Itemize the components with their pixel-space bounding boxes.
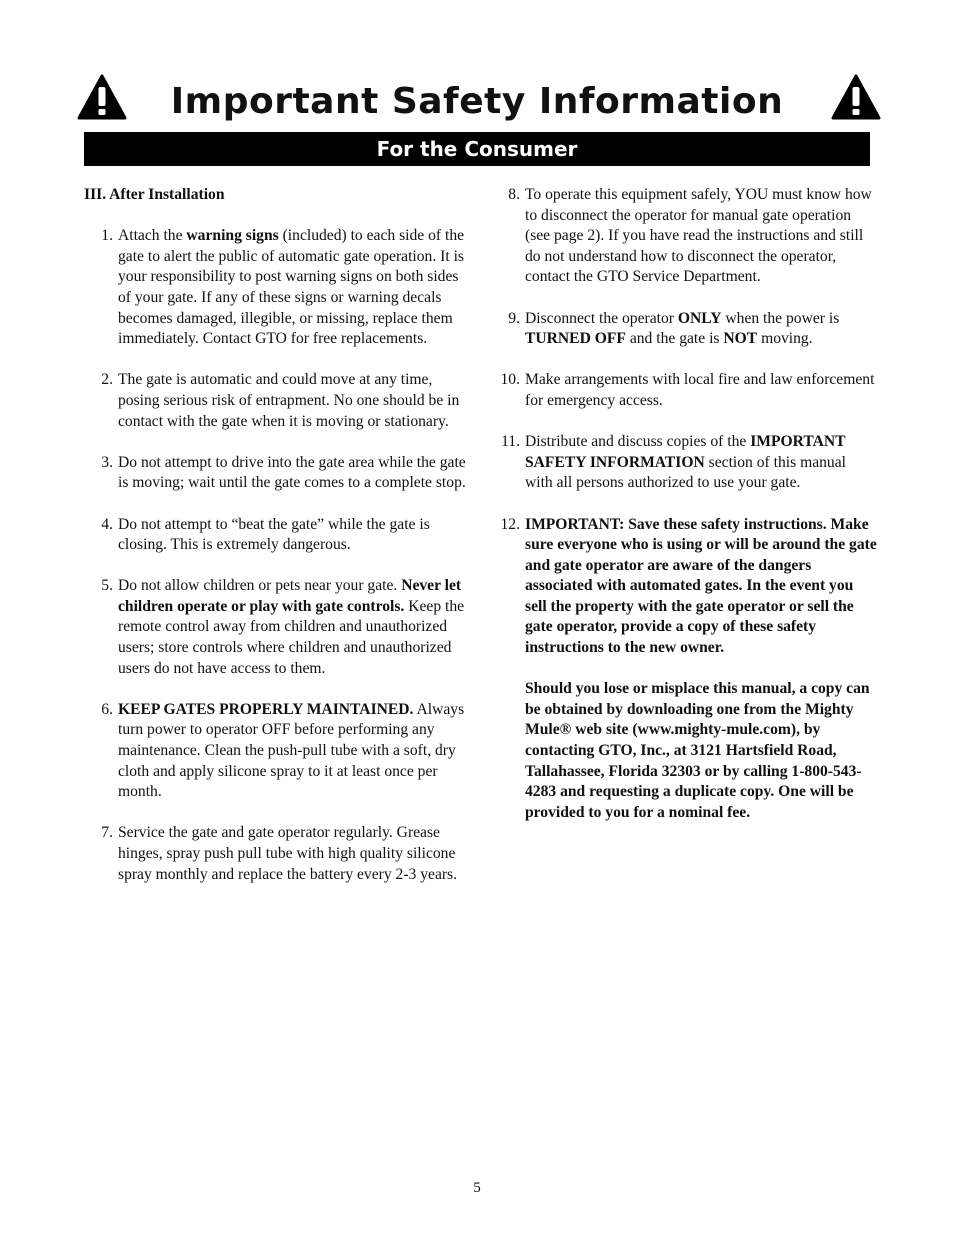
- item-text: Keep the remote control away from children and unauthorized users; store controls where children and unauthorized users do not have access to them.: [118, 597, 465, 677]
- list-item: [84, 453, 469, 494]
- item-text: when the power is: [721, 309, 840, 327]
- item-number: 2.: [101, 371, 113, 389]
- item-text: ONLY: [677, 309, 722, 327]
- closing-note-text: Should you lose or misplace this manual, a copy can be obtained by downloading one from the Mighty Mule® web site (www.mighty-mule.com), by contacting GTO, Inc., at 3121 Hartsfield Road, Tallahassee, Florida 32303 or by calling 1-800-543-4283 and requesting a duplicate copy. One will be provided to you for a nominal fee.: [525, 680, 870, 821]
- list-item: [84, 576, 469, 679]
- item-number: 12.: [500, 515, 520, 533]
- item-text: moving.: [757, 330, 813, 348]
- list-item: [497, 185, 877, 288]
- item-text: IMPORTANT SAFETY INFORMATION: [525, 433, 846, 471]
- list-item: [497, 309, 877, 350]
- item-number: 8.: [508, 186, 520, 203]
- item-number: 10.: [500, 371, 520, 389]
- item-text: Do not attempt to “beat the gate” while the gate is closing. This is extremely dangerous.: [118, 515, 430, 554]
- list-item: [84, 515, 469, 556]
- left-column: [84, 185, 469, 906]
- item-text: Distribute and discuss copies of the: [525, 433, 751, 451]
- item-number: 4.: [101, 515, 113, 533]
- item-text: KEEP GATES PROPERLY MAINTAINED.: [118, 700, 414, 718]
- item-text: NOT: [723, 330, 758, 348]
- right-column: [497, 185, 877, 844]
- right-item-list: [497, 185, 877, 659]
- list-item: [84, 700, 469, 803]
- item-text: IMPORTANT: Save these safety instructions. Make sure everyone who is using or will be around the gate and gate operator are aware of the dangers associated with automated gates. In the event you sell the property with the gate operator or sell the gate operator, provide a copy of these safety instructions to the new owner.: [525, 515, 877, 657]
- item-text: To operate this equipment safely, YOU must know how to disconnect the operator for manual gate operation (see page 2). If you have read the instructions and still do not understand how to disconnect the operator, contact the GTO Service Department.: [525, 186, 872, 286]
- item-number: 5.: [101, 577, 113, 595]
- item-text: Disconnect the operator: [525, 309, 678, 327]
- section-heading: III. After Installation: [84, 186, 225, 203]
- page-title: Important Safety Information: [170, 81, 784, 122]
- item-number: 7.: [101, 824, 113, 842]
- item-text: Do not attempt to drive into the gate area while the gate is moving; wait until the gate comes to a complete stop.: [118, 453, 466, 492]
- item-text: Attach the: [118, 227, 187, 245]
- item-text: and the gate is: [625, 330, 724, 348]
- item-text: Make arrangements with local fire and law enforcement for emergency access.: [525, 371, 875, 409]
- item-text: The gate is automatic and could move at any time, posing serious risk of entrapment. No one should be in contact with the gate when it is moving or stationary.: [118, 371, 460, 430]
- item-text: Do not allow children or pets near your gate.: [118, 577, 402, 595]
- item-number: 6.: [101, 700, 113, 718]
- item-number: 11.: [501, 433, 520, 451]
- item-text: section of this manual with all persons authorized to use your gate.: [525, 453, 846, 492]
- item-text: warning signs: [186, 227, 279, 245]
- item-number: 3.: [101, 453, 113, 471]
- list-item: [84, 823, 469, 885]
- item-text: Service the gate and gate operator regularly. Grease hinges, spray push pull tube with high quality silicone spray monthly and replace the battery every 2-3 years.: [118, 824, 458, 883]
- page-number: 5: [473, 1180, 481, 1196]
- closing-note: [497, 679, 877, 823]
- item-number: 9.: [508, 309, 520, 327]
- left-item-list: [84, 226, 469, 885]
- item-text: (included) to each side of the gate to alert the public of automatic gate operation. It is your responsibility to post warning signs on both sides of your gate. If any of these signs or warning decals becomes damaged, illegible, or missing, replace them immediately. Contact GTO for free replacements.: [118, 227, 465, 348]
- list-item: [497, 370, 877, 411]
- list-item: [84, 226, 469, 350]
- item-text: TURNED OFF: [525, 330, 626, 348]
- item-text: Never let children operate or play with gate controls.: [118, 577, 462, 615]
- item-text: Always turn power to operator OFF before performing any maintenance. Clean the push-pull tube with a soft, dry cloth and apply silicone spray to it at least once per month.: [118, 700, 465, 801]
- item-number: 1.: [101, 227, 113, 245]
- list-item: [497, 432, 877, 494]
- section-banner: For the Consumer: [84, 132, 870, 166]
- list-item: [84, 370, 469, 432]
- list-item: [497, 515, 877, 659]
